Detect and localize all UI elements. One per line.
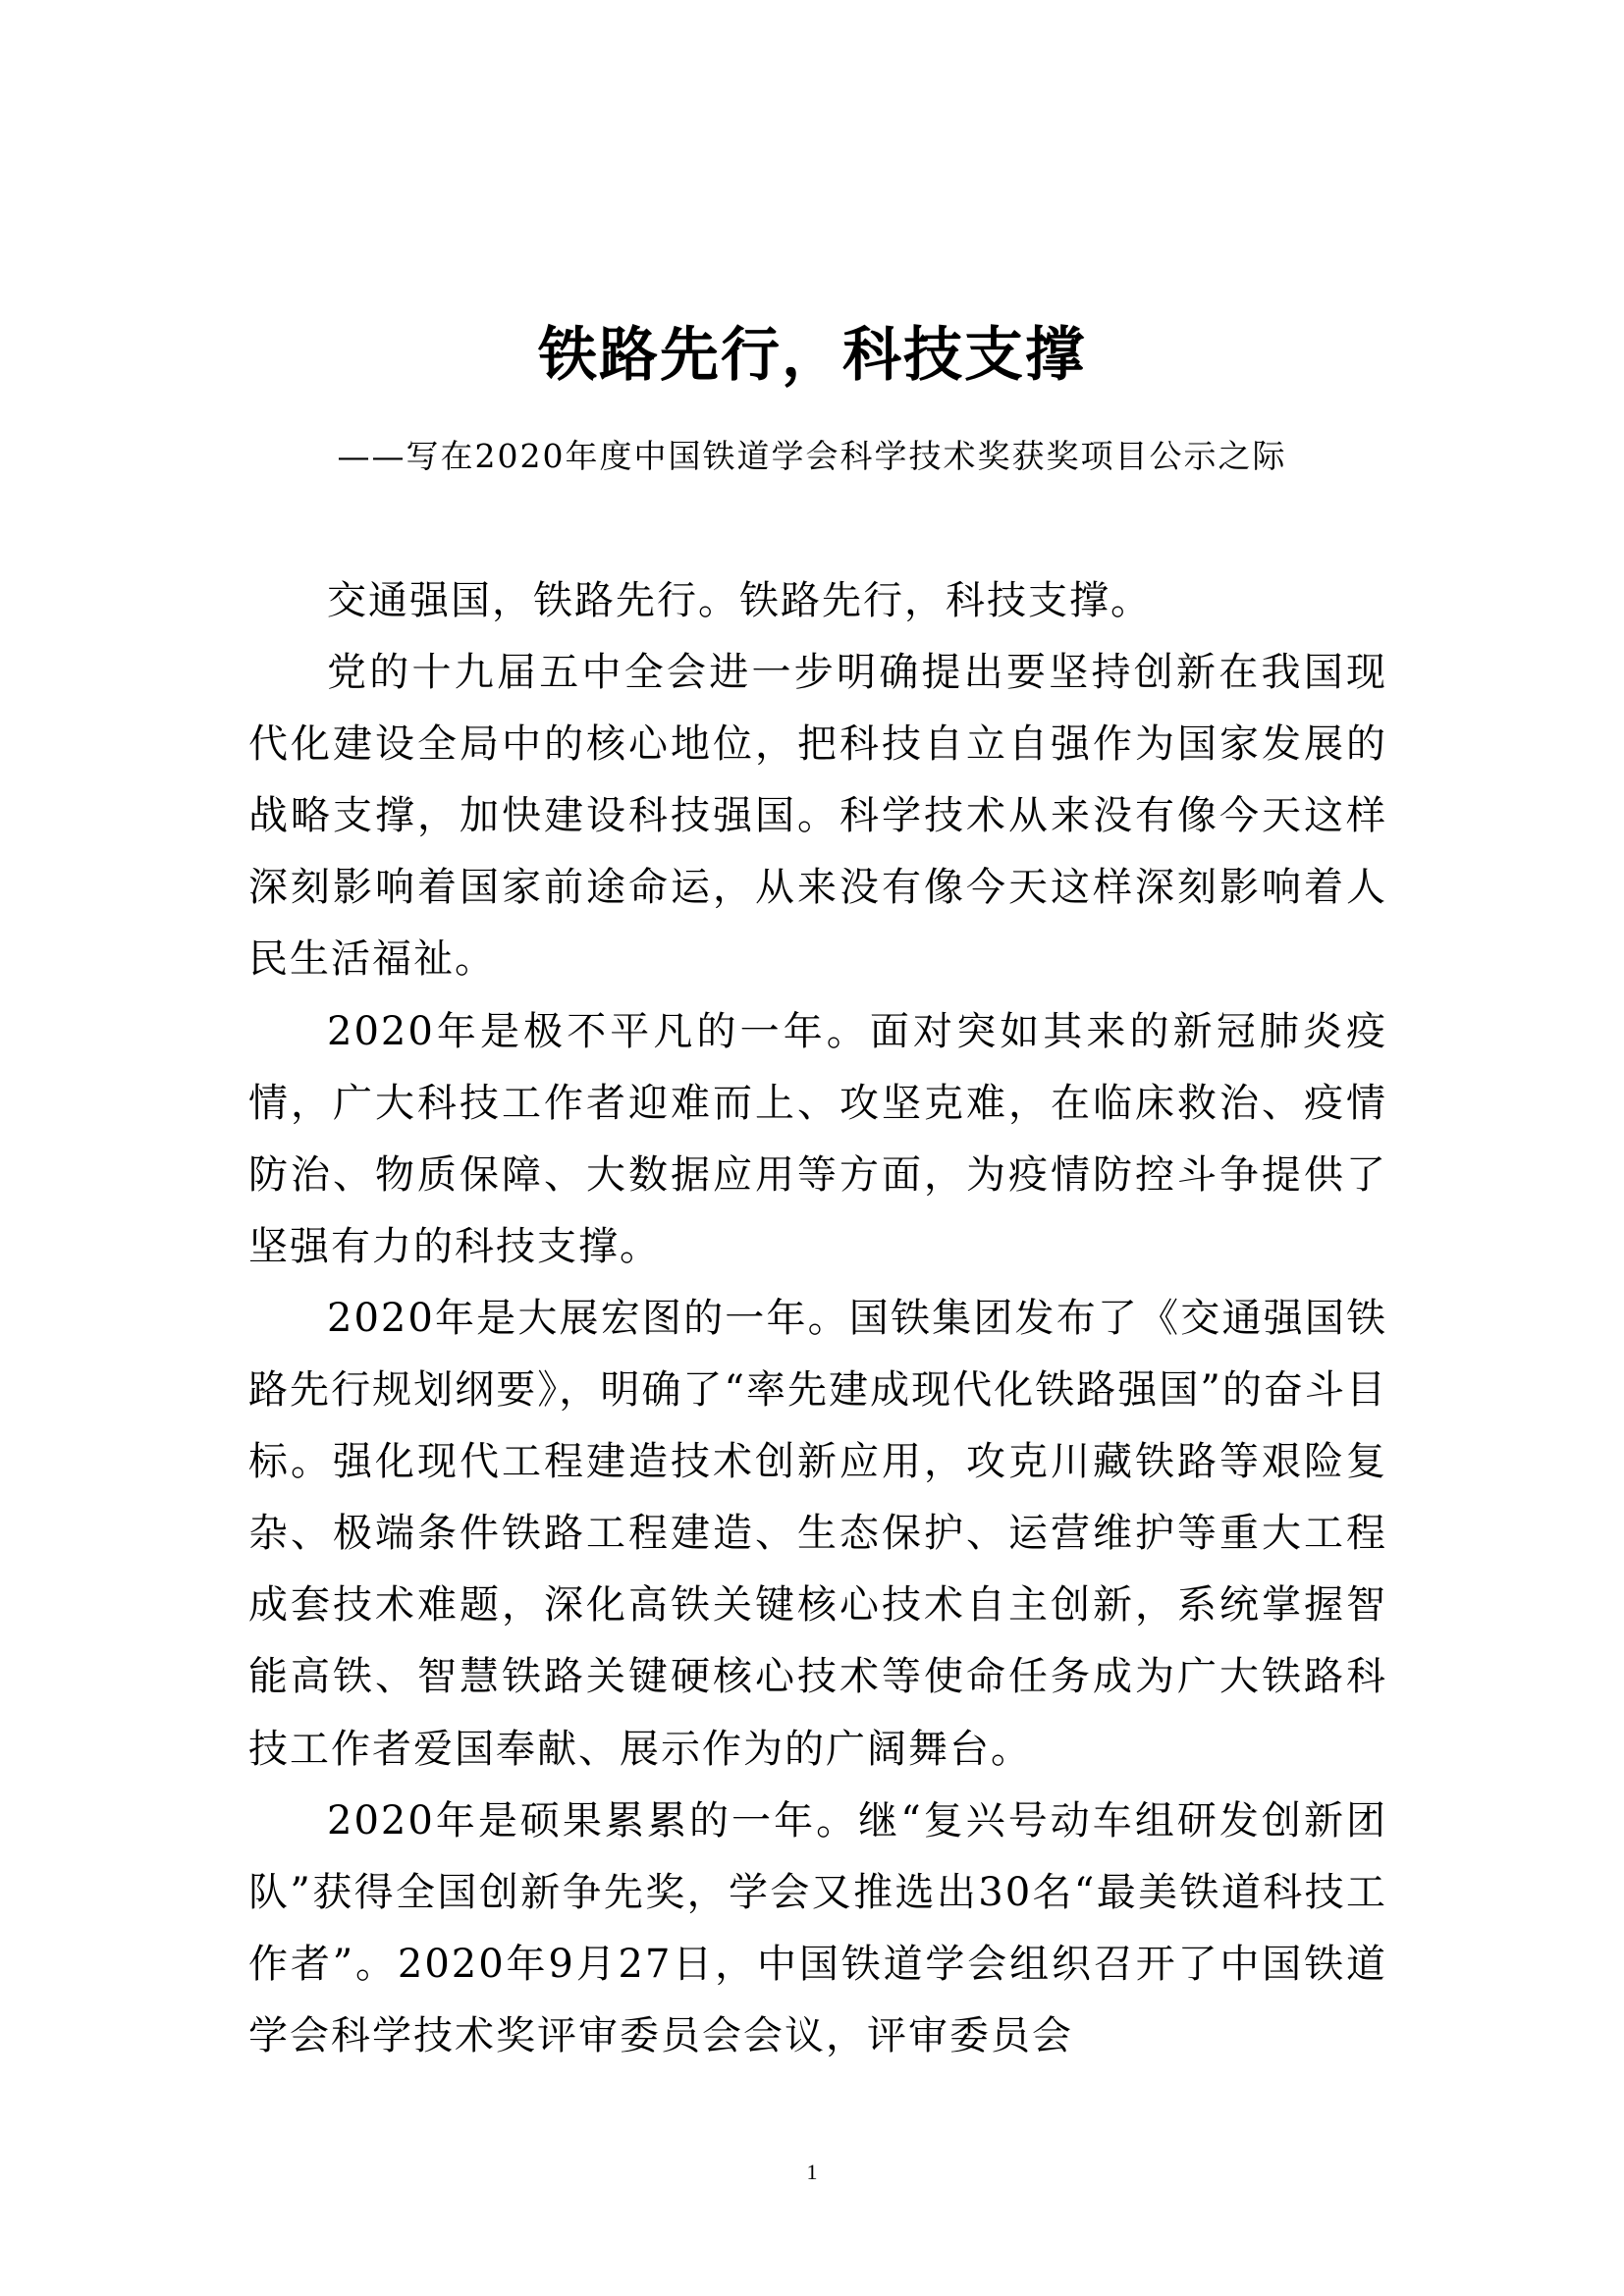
paragraph: 2020年是极不平凡的一年。面对突如其来的新冠肺炎疫情，广大科技工作者迎难而上、攻坚克难，在临床救治、疫情防治、物质保障、大数据应用等方面，为疫情防控斗争提供了坚强有力的科技支撑。 <box>248 1008 1387 1269</box>
paragraph: 2020年是大展宏图的一年。国铁集团发布了《交通强国铁路先行规划纲要》，明确了“率先建成现代化铁路强国”的奋斗目标。强化现代工程建造技术创新应用，攻克川藏铁路等艰险复杂、极端条件铁路工程建造、生态保护、运营维护等重大工程成套技术难题，深化高铁关键核心技术自主创新，系统掌握智能高铁、智慧铁路关键硬核心技术等使命任务成为广大铁路科技工作者爱国奉献、展示作为的广阔舞台。 <box>248 1295 1387 1772</box>
document-title: 铁路先行，科技支撑 <box>538 321 1086 390</box>
paragraph: 2020年是硕果累累的一年。继“复兴号动车组研发创新团队”获得全国创新争先奖，学会又推选出30名“最美铁道科技工作者”。2020年9月27日，中国铁道学会组织召开了中国铁道学会科学技术奖评审委员会会议，评审委员会 <box>248 1797 1387 2058</box>
document-subtitle: ——写在2020年度中国铁道学会科学技术奖获奖项目公示之际 <box>337 437 1287 475</box>
paragraph: 交通强国，铁路先行。铁路先行，科技支撑。 <box>327 578 1152 623</box>
document-body <box>248 565 1387 2072</box>
page-number: 1 <box>806 2160 818 2184</box>
paragraph: 党的十九届五中全会进一步明确提出要坚持创新在我国现代化建设全局中的核心地位，把科技自立自强作为国家发展的战略支撑，加快建设科技强国。科学技术从来没有像今天这样深刻影响着国家前途命运，从来没有像今天这样深刻影响着人民生活福祉。 <box>248 650 1387 983</box>
